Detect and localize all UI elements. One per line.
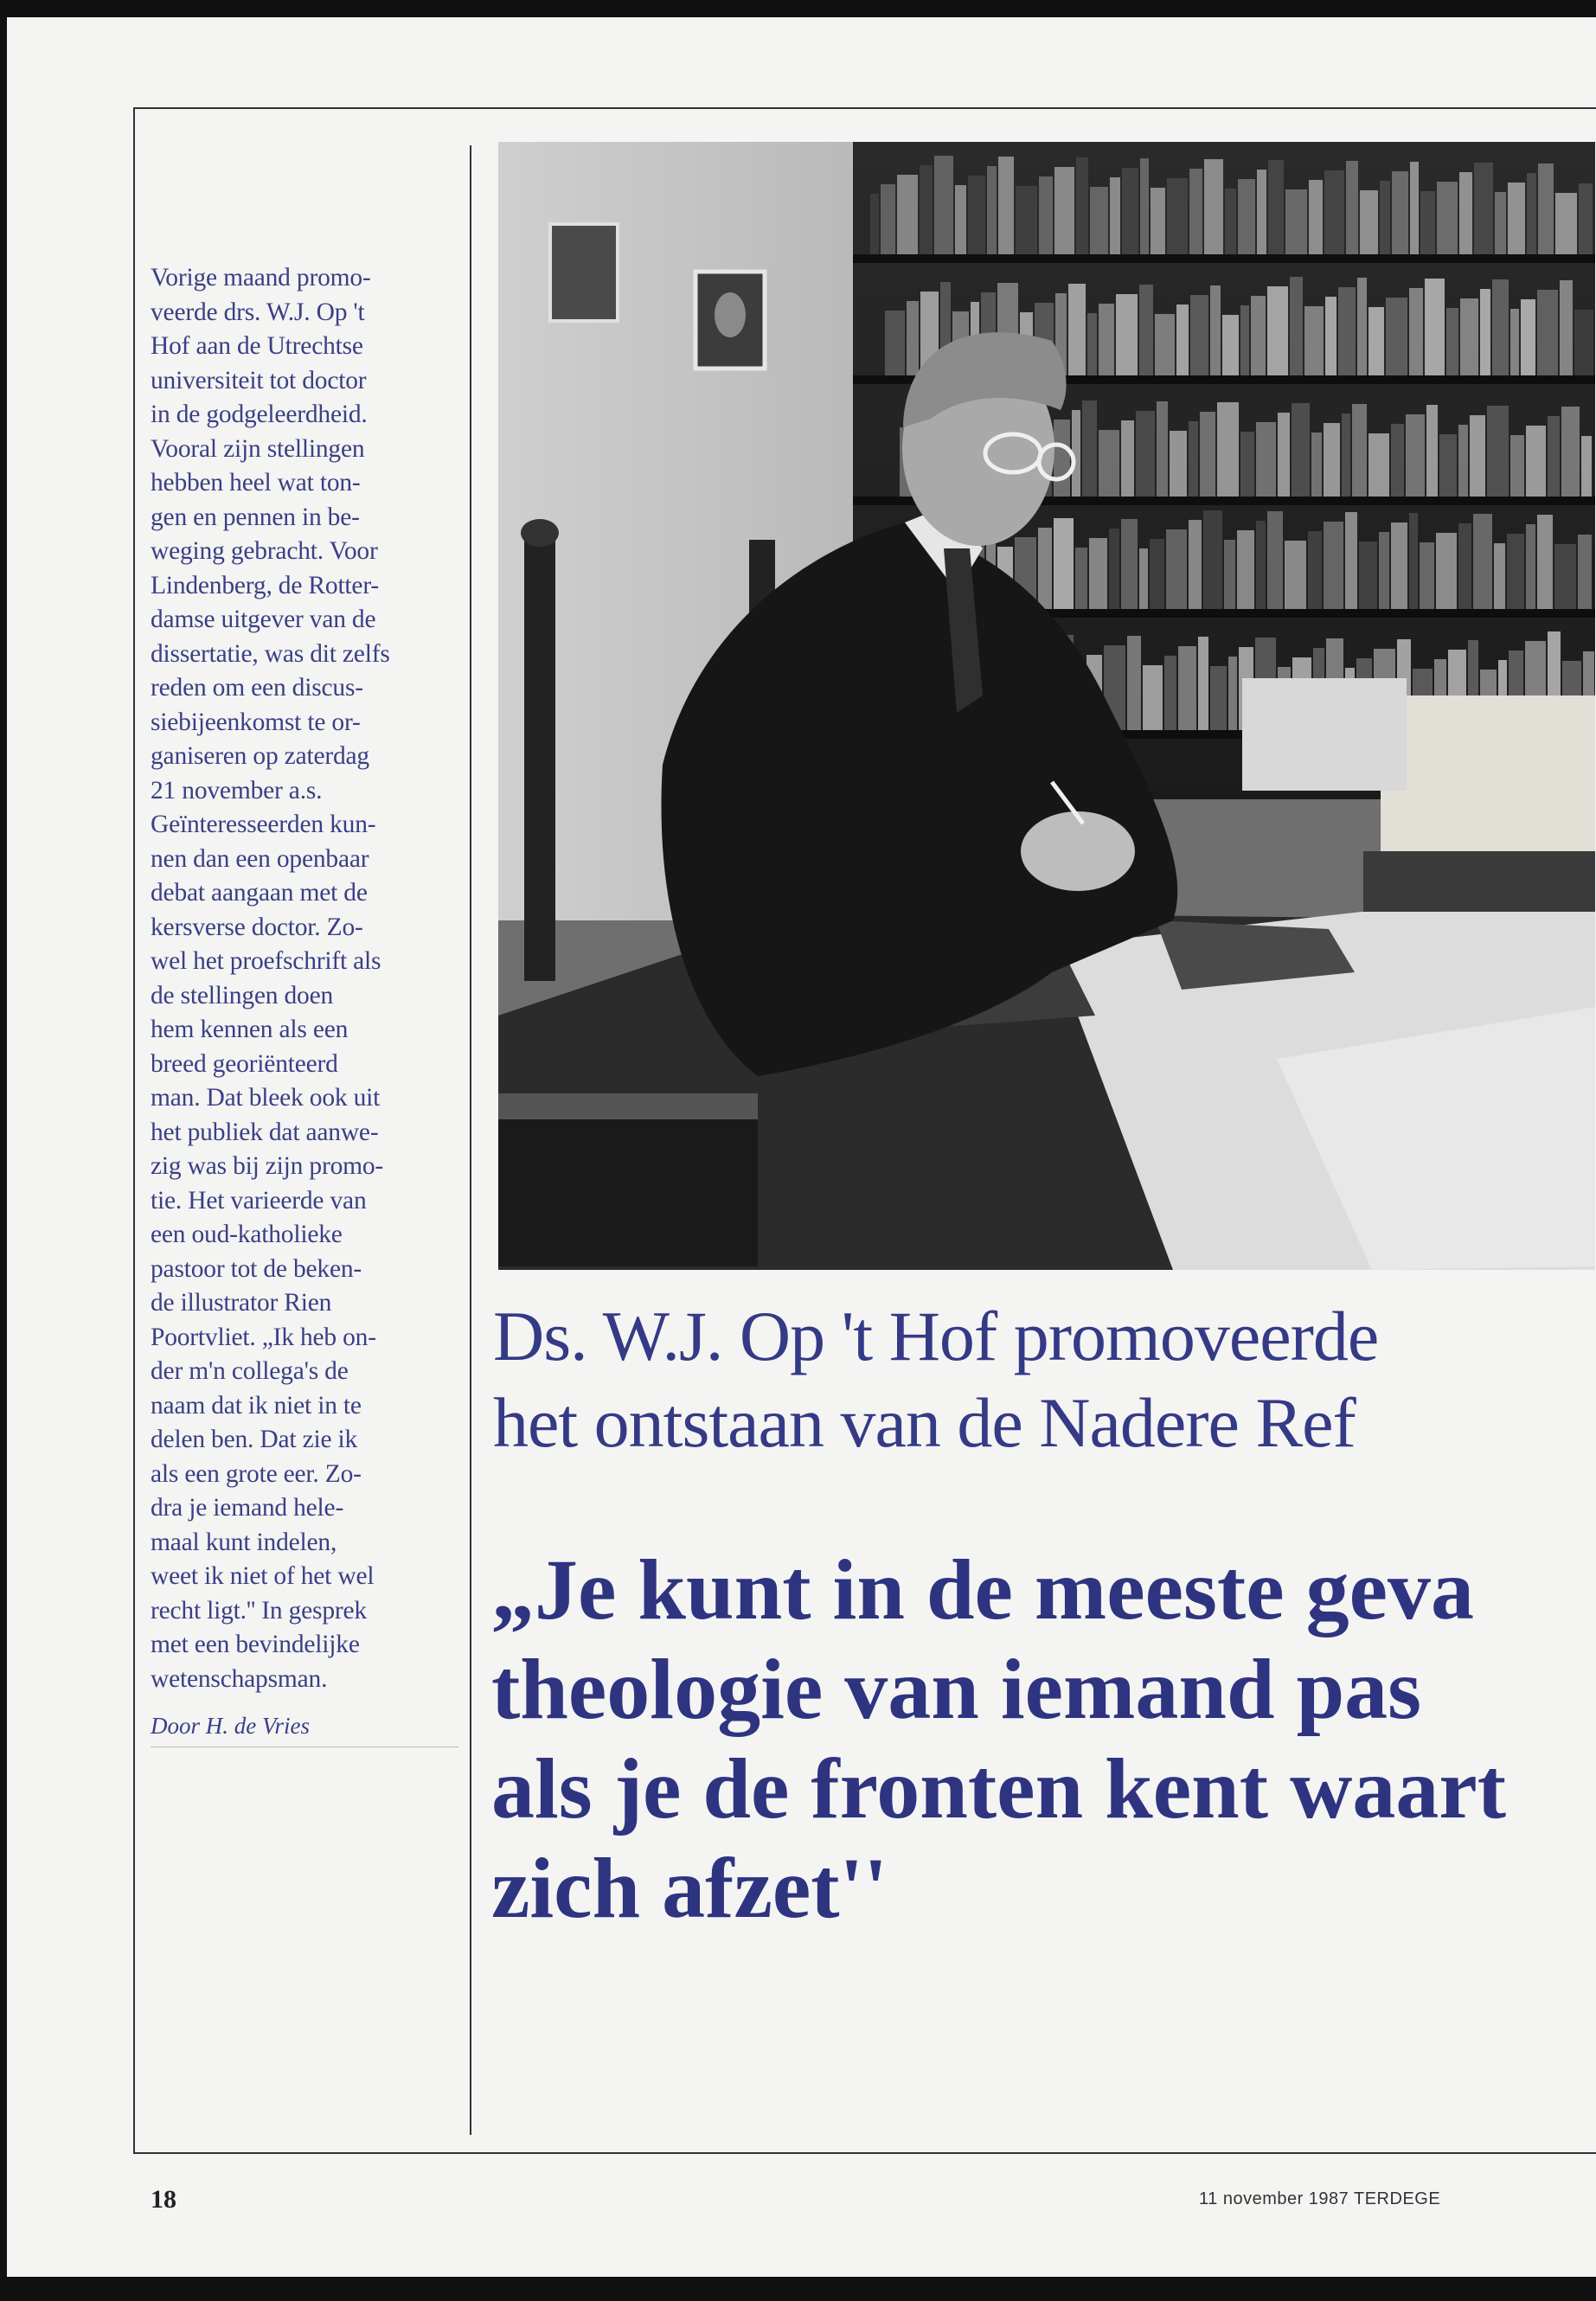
headline-line-2: het ontstaan van de Nadere Ref <box>493 1383 1356 1462</box>
headline-line-1: Ds. W.J. Op 't Hof promoveerde <box>493 1297 1379 1375</box>
byline: Door H. de Vries <box>151 1713 458 1747</box>
intro-text: Vorige maand promo- veerde drs. W.J. Op 't Hof aan de Utrechtse universiteit tot doctor in de godgeleerdheid. Vooral zijn stellingen hebben heel wat ton- gen en pennen in be- weging gebracht. Voor Lindenberg, de Rotter- damse uitgever van de dissertatie, was dit zelfs reden om een discus- siebijeenkomst te or- ganiseren op zaterdag 21 november a.s. Geïnteresseerden kun- nen dan een openbaar debat aangaan met de kersverse doctor. Zo- wel het proefschrift als de stellingen doen hem kennen als een breed georiënteerd man. Dat bleek ook uit het publiek dat aanwe- zig was bij zijn promo- tie. Het varieerde van een oud-katholieke pastoor tot de beken- de illustrator Rien Poortvliet. „Ik heb on- der m'n collega's de naam dat ik niet in te delen ben. Dat zie ik als een grote eer. Zo- dra je iemand hele- maal kunt indelen, weet ik niet of het wel recht ligt.'' In gesprek met een bevindelijke wetenschapsman. <box>151 264 390 1693</box>
pull-quote: „Je kunt in de meeste geva theologie van iemand pas als je de fronten kent waart zich afzet'' <box>491 1541 1506 1936</box>
footer-date-magazine: 11 november 1987 TERDEGE <box>1199 2189 1441 2208</box>
page-number: 18 <box>151 2185 176 2214</box>
magazine-page <box>7 17 1596 2277</box>
portrait-photo <box>498 142 1595 1270</box>
headline <box>493 1293 1596 1466</box>
